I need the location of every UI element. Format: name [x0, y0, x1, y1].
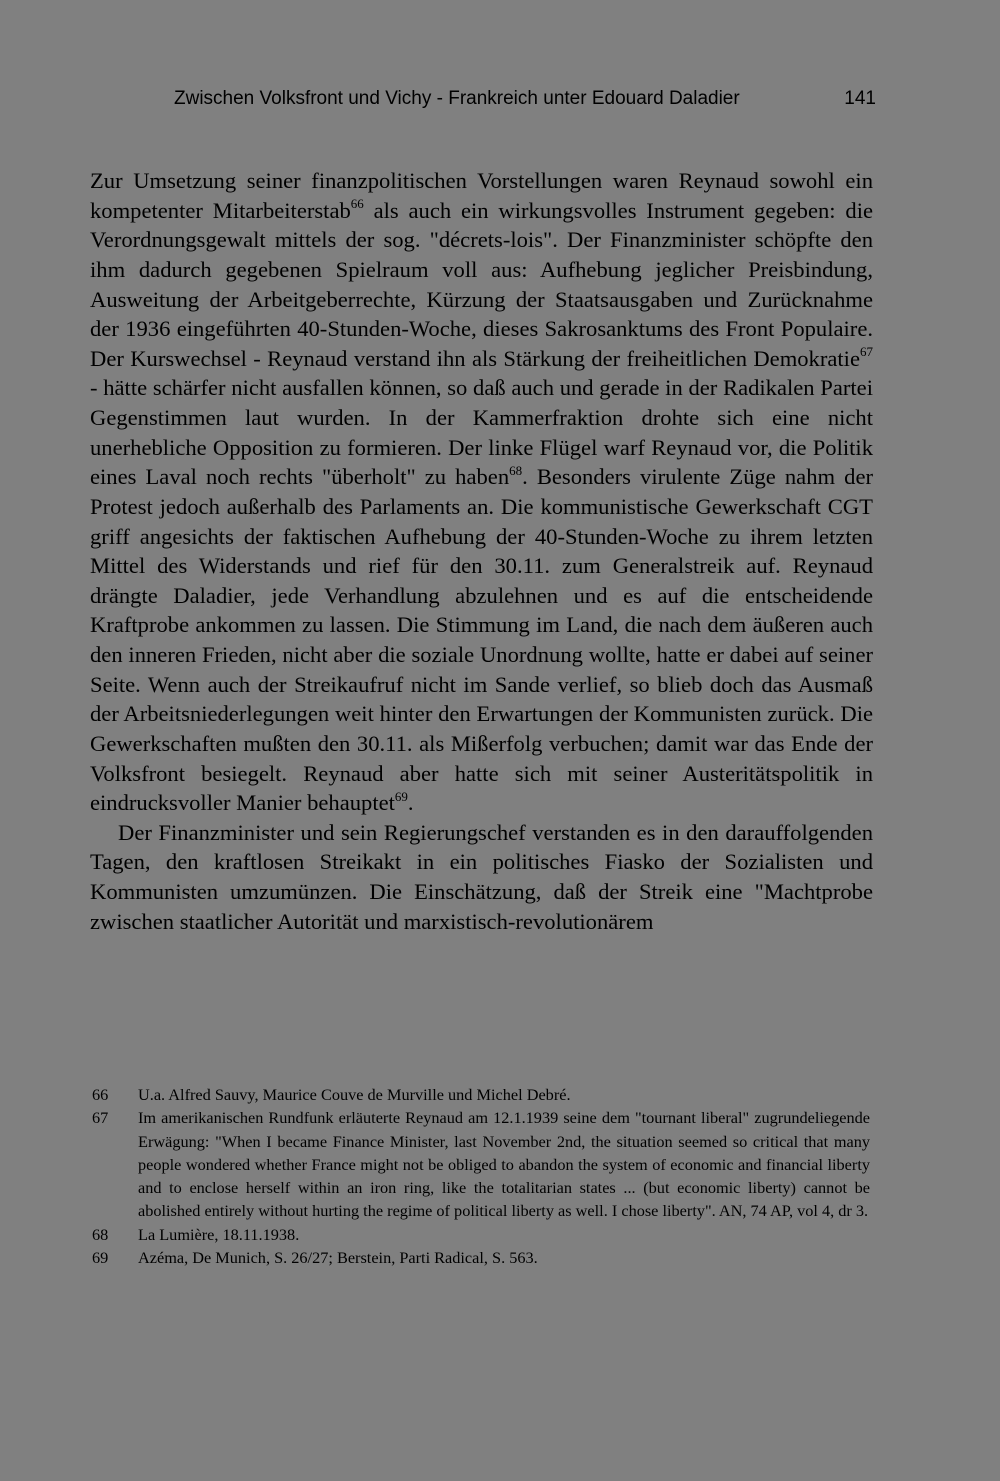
- footnote-ref-69: 69: [394, 788, 408, 804]
- paragraph-1-text-5: .: [407, 790, 414, 816]
- page-number: 141: [844, 88, 876, 109]
- footnote-68: [92, 1223, 870, 1246]
- footnote-text: La Lumière, 18.11.1938.: [138, 1224, 300, 1244]
- footnote-number: 68: [92, 1224, 109, 1244]
- footnote-67: [92, 1106, 870, 1222]
- footnotes: [92, 1083, 870, 1269]
- running-header: [174, 84, 876, 114]
- footnote-ref-66: 66: [350, 196, 364, 212]
- footnote-text: U.a. Alfred Sauvy, Maurice Couve de Murville und Michel Debré.: [138, 1085, 571, 1104]
- paragraph-1-text-1: Zur Umsetzung seiner finanzpolitischen Vorstellungen waren Reynaud sowohl ein kompetenter Mitarbeiterstab: [90, 168, 873, 223]
- main-text: [90, 166, 873, 936]
- paragraph-1: [90, 166, 873, 818]
- footnote-number: 67: [92, 1108, 109, 1128]
- paragraph-1-text-3: - hätte schärfer nicht ausfallen können, so daß auch und gerade in der Radikalen Partei Gegenstimmen laut wurden. In der Kammerfraktion drohte sich eine nicht unerhebliche Opposition zu formieren. Der linke Flügel warf Reynaud vor, die Politik eines Laval noch rechts "überholt" zu haben: [90, 375, 873, 490]
- footnote-text: Azéma, De Munich, S. 26/27; Berstein, Parti Radical, S. 563.: [138, 1248, 538, 1268]
- footnote-number: 66: [92, 1085, 109, 1104]
- paragraph-1-text-2: als auch ein wirkungsvolles Instrument gegeben: die Verordnungsgewalt mittels der sog. "décrets-lois". Der Finanzminister schöpfte den ihm dadurch gegebenen Spielraum voll aus: Aufhebung jeglicher Preisbindung, Ausweitung der Arbeitgeberrechte, Kürzung der Staatsausgaben und Zurücknahme der 1936 eingeführten 40-Stunden-Woche, dieses Sakrosanktums des Front Populaire. Der Kurswechsel - Reynaud verstand ihn als Stärkung der freiheitlichen Demokratie: [90, 197, 873, 371]
- footnote-69: [92, 1246, 870, 1269]
- footnote-66: [92, 1083, 870, 1106]
- footnote-ref-68: 68: [509, 462, 523, 478]
- paragraph-1-text-4: . Besonders virulente Züge nahm der Protest jedoch außerhalb des Parlaments an. Die kommunistische Gewerkschaft CGT griff angesichts der faktischen Aufhebung der 40-Stunden-Woche zu ihrem letzten Mittel des Widerstands und rief für den 30.11. zum Generalstreik auf. Reynaud drängte Daladier, jede Verhandlung abzulehnen und es auf die entscheidende Kraftprobe ankommen zu lassen. Die Stimmung im Land, die nach dem äußeren auch den inneren Frieden, nicht aber die soziale Unordnung wollte, hatte er dabei auf seiner Seite. Wenn auch der Streikaufruf nicht im Sande verlief, so blieb doch das Ausmaß der Arbeitsniederlegungen weit hinter den Erwartungen der Kommunisten zurück. Die Gewerkschaften mußten den 30.11. als Mißerfolg verbuchen; damit war das Ende der Volksfront besiegelt. Reynaud aber hatte sich mit seiner Austeritätspolitik in eindrucksvoller Manier behauptet: [90, 464, 873, 816]
- running-header-title: Zwischen Volksfront und Vichy - Frankreich unter Edouard Daladier: [174, 88, 740, 109]
- footnote-ref-67: 67: [860, 344, 873, 360]
- footnote-text: Im amerikanischen Rundfunk erläuterte Reynaud am 12.1.1939 seine dem "tournant liberal" zugrundeliegende Erwägung: "When I became Finance Minister, last November 2nd, the situation seemed so critical that many people wondered whether France might not be obliged to abandon the system of economic and financial liberty and to enclose herself within an iron ring, like the totalitarian states ... (but economic liberty) cannot be abolished entirely without hurting the regime of political liberty as well. I chose liberty". AN, 74 AP, vol 4, dr 3.: [138, 1108, 870, 1221]
- footnote-number: 69: [92, 1248, 109, 1268]
- paragraph-2: Der Finanzminister und sein Regierungschef verstanden es in den darauffolgenden Tagen, den kraftlosen Streikakt in ein politisches Fiasko der Sozialisten und Kommunisten umzumünzen. Die Einschätzung, daß der Streik eine "Machtprobe zwischen staatlicher Autorität und marxistisch-revolutionärem: [90, 819, 873, 934]
